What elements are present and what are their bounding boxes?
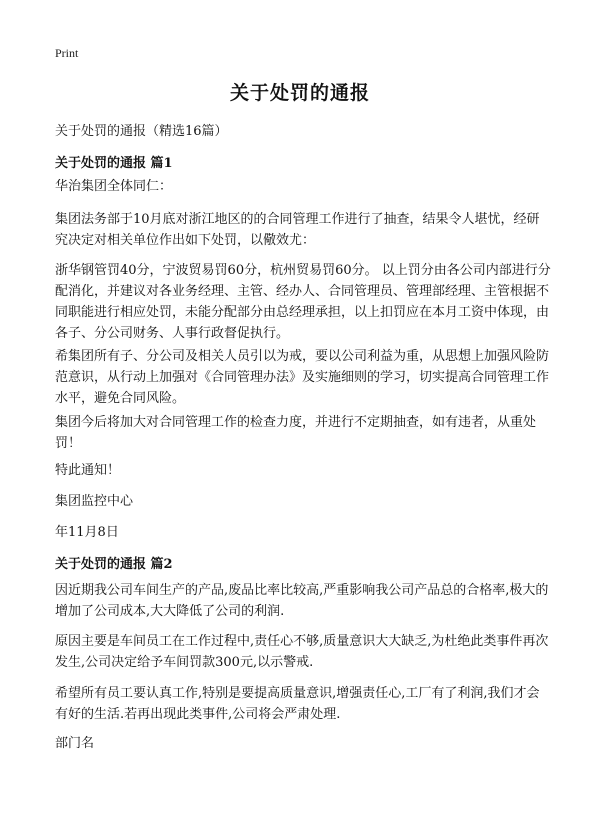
document-title: 关于处罚的通报: [229, 82, 370, 104]
print-link[interactable]: Print: [55, 46, 79, 60]
paragraph: 浙华钢管罚40分，宁波贸易罚60分，杭州贸易罚60分。 以上罚分由各公司内部进行分配消化，并建议对各业务经理、主管、经办人、合同管理员、管理部经理、主管根据不同职能进行相应处罚，未能分配部分由总经理承担，以上扣罚应在本月工资中体现，由各子、分公司财务、人事行政督促执行。: [55, 263, 551, 341]
paragraph: 集团法务部于10月底对浙江地区的的合同管理工作进行了抽查，结果令人堪忧，经研究决定对相关单位作出如下处罚，以儆效尤：: [55, 212, 540, 248]
section-heading-1: 关于处罚的通报 篇1: [55, 156, 173, 171]
paragraph: 集团今后将加大对合同管理工作的检查力度，并进行不定期抽查，如有违者，从重处罚！: [55, 415, 537, 451]
section-heading-2: 关于处罚的通报 篇2: [55, 557, 173, 572]
paragraph-signature: 集团监控中心: [55, 494, 134, 509]
paragraph-department: 部门名: [55, 736, 95, 751]
document-subtitle: 关于处罚的通报（精选16篇）: [55, 124, 228, 139]
paragraph: 希集团所有子、分公司及相关人员引以为戒，要以公司利益为重，从思想上加强风险防范意识，从行动上加强对《合同管理办法》及实施细则的学习，切实提高合同管理工作水平，避免合同风险。: [55, 349, 550, 406]
paragraph: 原因主要是车间员工在工作过程中,责任心不够,质量意识大大缺乏,为杜绝此类事件再次发生,公司决定给予车间罚款300元,以示警戒.: [55, 634, 549, 670]
paragraph: 希望所有员工要认真工作,特别是要提高质量意识,增强责任心,工厂有了利润,我们才会有好的生活.若再出现此类事件,公司将会严肃处理.: [55, 686, 540, 722]
paragraph: 因近期我公司车间生产的产品,废品比率比较高,严重影响我公司产品总的合格率,极大的增加了公司成本,大大降低了公司的利润.: [55, 583, 549, 619]
paragraph-greeting: 华治集团全体同仁：: [55, 179, 173, 194]
paragraph-date: 年11月8日: [55, 525, 119, 540]
paragraph-notice: 特此通知！: [55, 463, 121, 478]
